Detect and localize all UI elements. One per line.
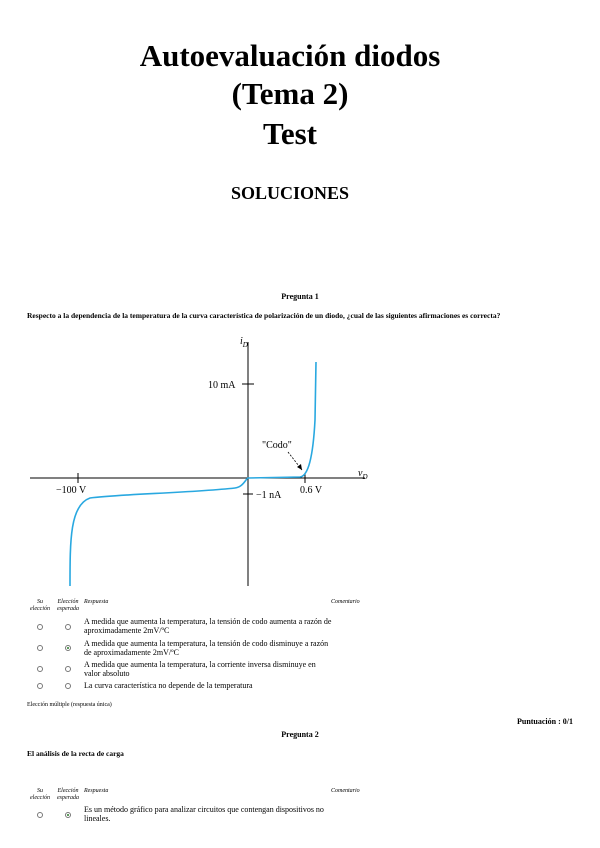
q1-answer2-user-radio[interactable]: [37, 645, 43, 651]
label-neg100V: −100 V: [56, 485, 87, 496]
q1-col-respuesta: Respuesta: [84, 599, 109, 605]
q1-answer4-text: La curva característica no depende de la temperatura: [84, 681, 253, 690]
label-10mA: 10 mA: [208, 380, 236, 391]
label-codo: "Codo": [262, 440, 292, 451]
q1-col-su-eleccion: Su elección: [30, 599, 50, 612]
solutions-subtitle: SOLUCIONES: [230, 183, 350, 203]
q1-answer2-expected-radio[interactable]: [65, 645, 71, 651]
q1-answer4-user-radio[interactable]: [37, 683, 43, 689]
diode-characteristic-figure: [30, 330, 380, 590]
q2-answer1-text: Es un método gráfico para analizar circuitos que contengan dispositivos no lineales.: [84, 805, 324, 823]
page-title-line1: Autoevaluación diodos: [139, 38, 441, 73]
y-axis-label: $i_D$: [240, 336, 248, 349]
x-axis-label: $v_D$: [358, 468, 368, 481]
q1-answer3-text: A medida que aumenta la temperatura, la corriente inversa disminuye en valor absoluto: [84, 660, 316, 678]
q1-col-eleccion-esperada: Elección esperada: [57, 599, 79, 612]
page-title-line3: Test: [263, 116, 317, 151]
question2-heading: Pregunta 2: [281, 730, 319, 739]
q2-col-eleccion-esperada: Elección esperada: [57, 788, 79, 801]
question1-heading: Pregunta 1: [281, 292, 319, 301]
q1-answer3-user-radio[interactable]: [37, 666, 43, 672]
q2-col-comentario: Comentario: [331, 788, 360, 794]
q1-answer1-expected-radio[interactable]: [65, 624, 71, 630]
q2-answer1-user-radio[interactable]: [37, 812, 43, 818]
q2-answer1-expected-radio[interactable]: [65, 812, 71, 818]
q1-answer2-text: A medida que aumenta la temperatura, la tensión de codo disminuye a razón de aproximadamente 2mV/ºC: [84, 639, 329, 657]
question1-text: Respecto a la dependencia de la temperatura de la curva característica de polarización de un diodo, ¿cual de las siguientes afirmaciones es correcta?: [27, 311, 501, 320]
q1-answer1-user-radio[interactable]: [37, 624, 43, 630]
q1-answer3-expected-radio[interactable]: [65, 666, 71, 672]
q2-col-su-eleccion: Su elección: [30, 788, 50, 801]
q1-answer1-text: A medida que aumenta la temperatura, la tensión de codo aumenta a razón de aproximadamente 2mV/ºC: [84, 617, 332, 635]
q1-type-note: Elección múltiple (respuesta única): [27, 702, 112, 708]
q1-answer4-expected-radio[interactable]: [65, 683, 71, 689]
diode-iv-curve: [70, 362, 316, 586]
q1-score: Puntuación : 0/1: [516, 717, 573, 726]
label-neg1nA: −1 nA: [256, 490, 282, 501]
q1-col-comentario: Comentario: [331, 599, 360, 605]
page-title-line2: (Tema 2): [231, 76, 349, 111]
label-0-6V: 0.6 V: [300, 485, 323, 496]
q2-col-respuesta: Respuesta: [84, 788, 109, 794]
codo-arrowhead: [297, 464, 302, 470]
question2-text: El análisis de la recta de carga: [27, 749, 124, 758]
